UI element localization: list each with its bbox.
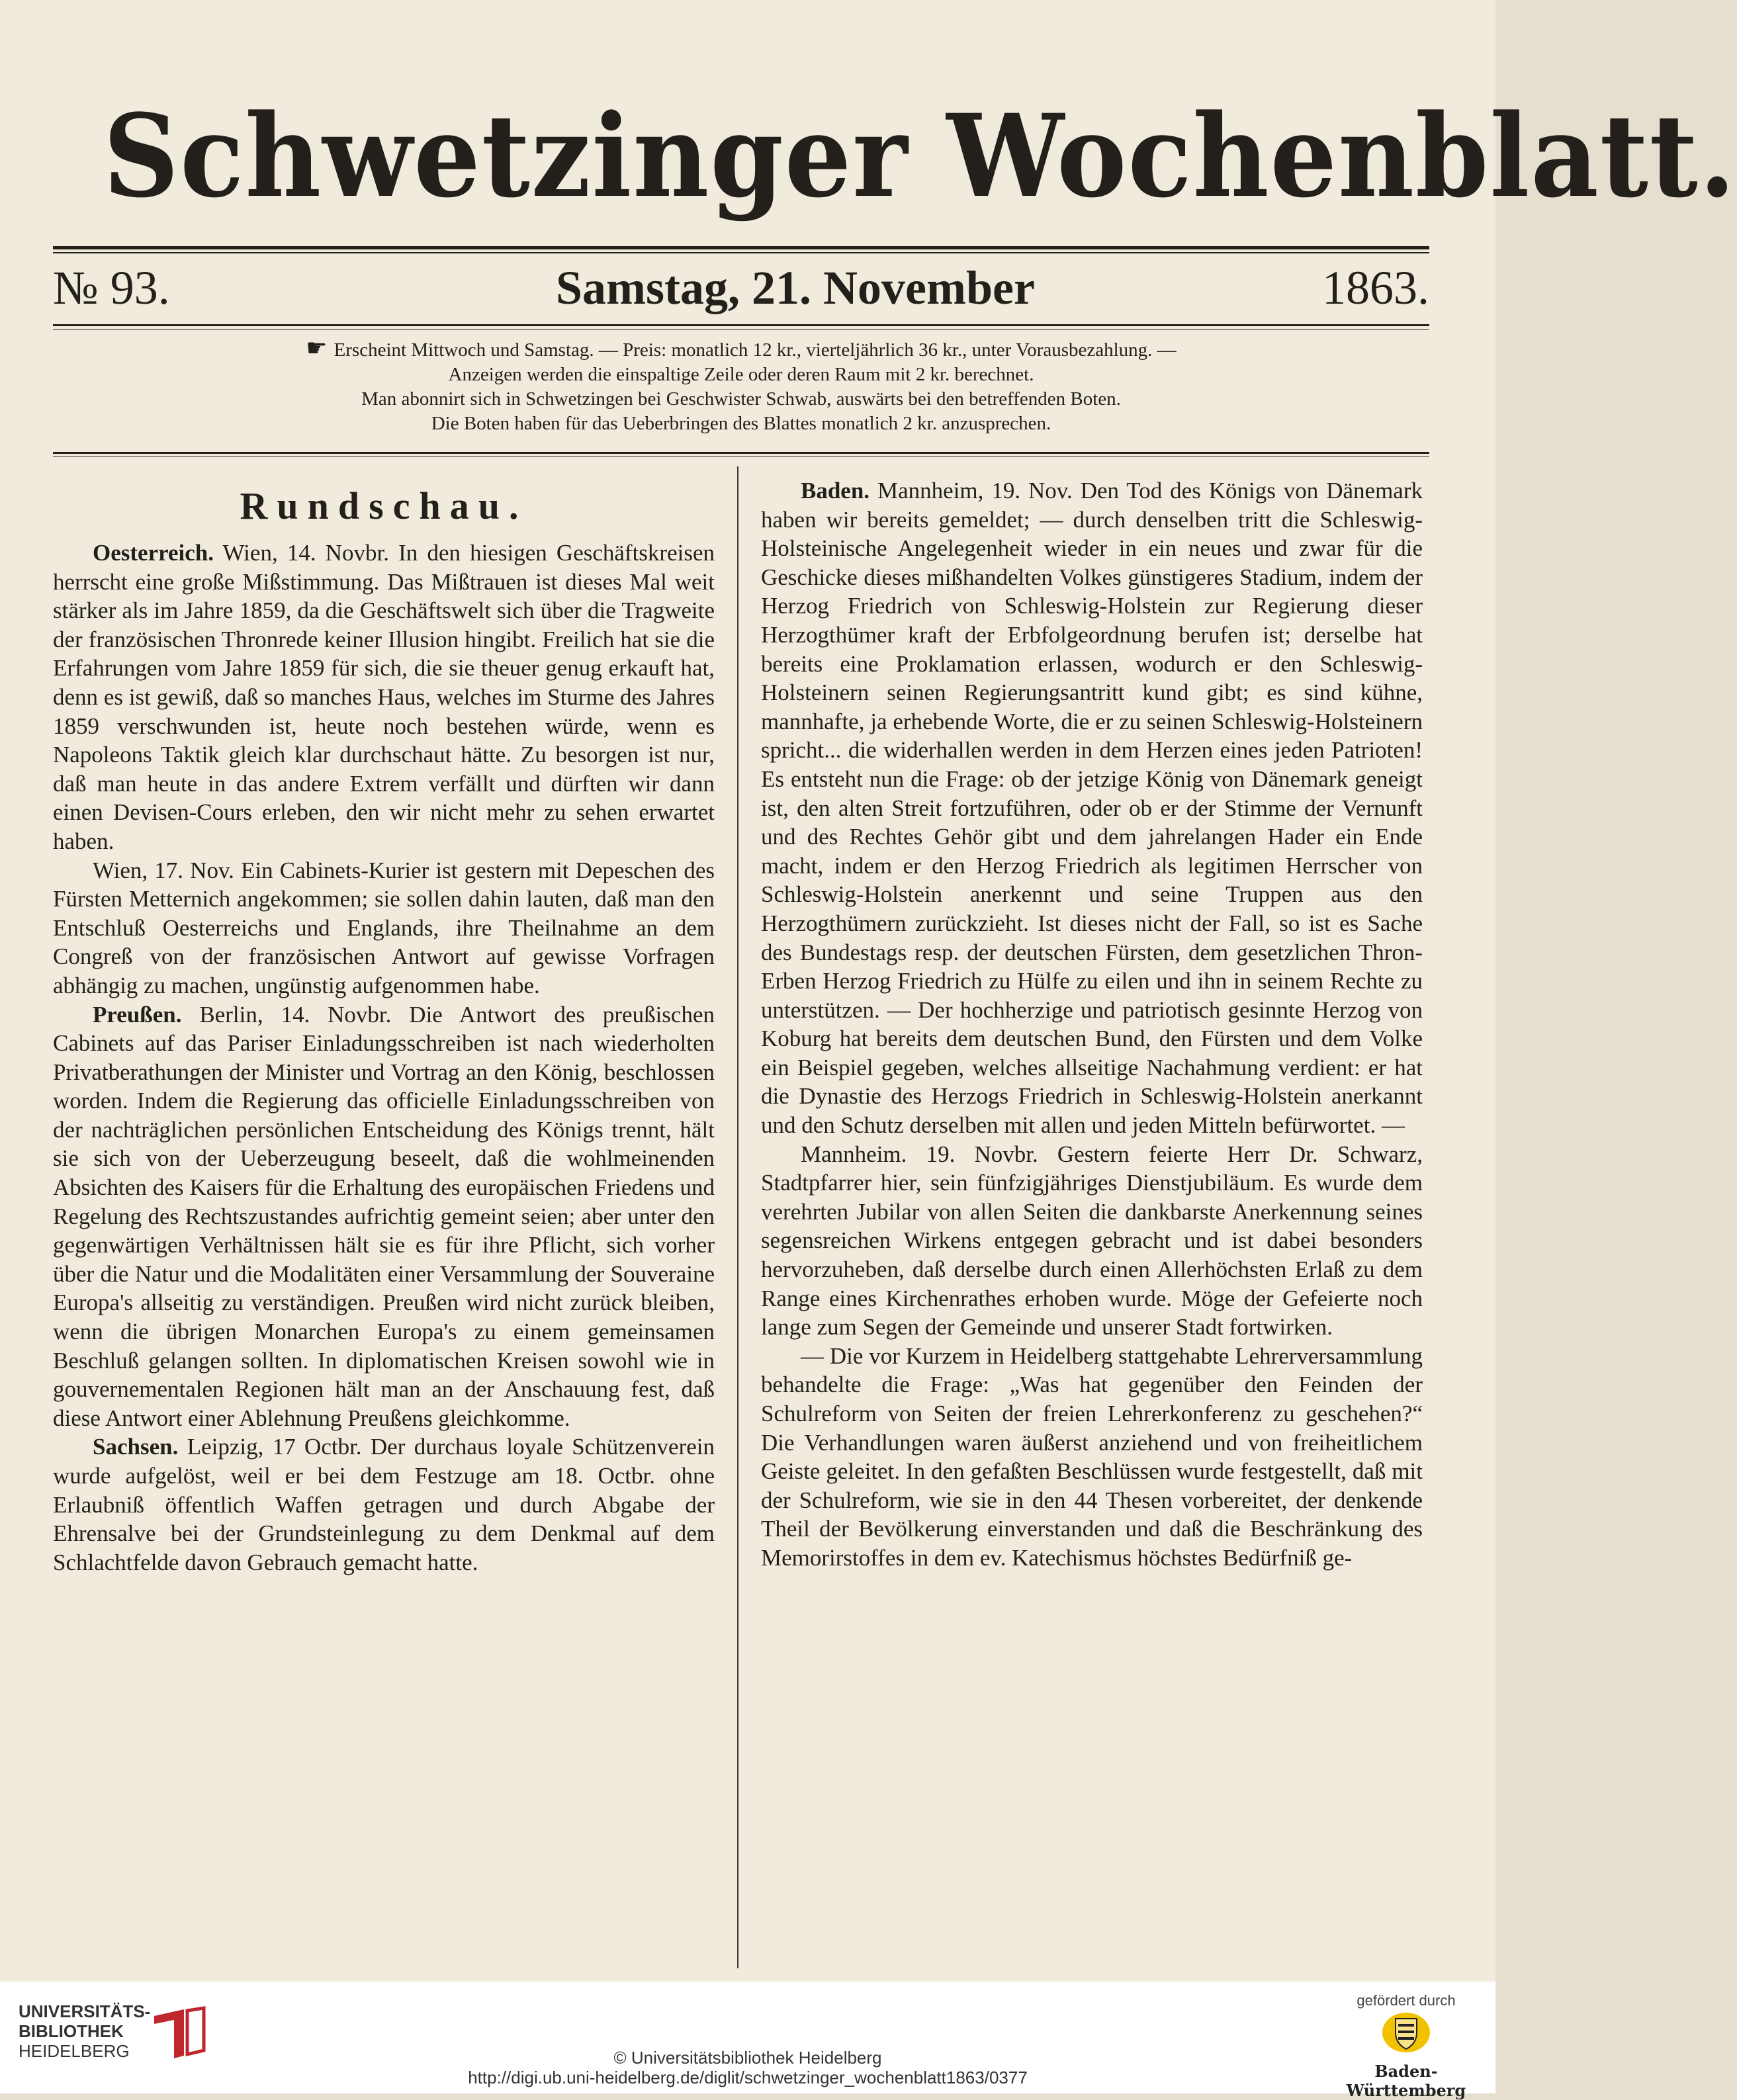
- article-wien: Wien, 17. Nov. Ein Cabinets-Kurier ist gestern mit Depeschen des Fürsten Metternich angekommen; sie sollen dahin lauten, daß man den Entschluß Oesterreichs und Englands, ihre Theilnahme an dem Congreß von der französischen Antwort auf gewisse Vorfragen abhängig zu machen, ungünstig aufgenommen habe.: [53, 857, 715, 998]
- sponsor-label: gefördert durch: [1357, 1992, 1456, 2009]
- dateline: [53, 261, 1429, 314]
- newspaper-title: Schwetzinger Wochenblatt.: [103, 89, 1737, 223]
- sponsor-name: Baden-Württemberg: [1346, 2062, 1466, 2100]
- section-title: Rundschau.: [240, 484, 528, 527]
- top-rule: [53, 246, 1429, 249]
- subscription-line-1: ☛ Erscheint Mittwoch und Samstag. — Preis: monatlich 12 kr., vierteljährlich 36 kr., unter Vorausbezahlung. —: [306, 335, 1177, 361]
- dateline-rule: [53, 324, 1429, 326]
- article-baden: Baden. Mannheim, 19. Nov. Den Tod des Königs von Dänemark haben wir bereits gemeldet; — durch denselben tritt die Schleswig-Holsteinische Angelegenheit wieder in ein neues und zwar für die Geschicke dieses mißhandelten Volkes günstigeres Stadium, indem der Herzog Friedrich von Schleswig-Holstein zur Regierung dieser Herzogthümer kraft der Erbfolgeordnung berufen ist; derselbe hat bereits eine Proklamation erlassen, wodurch er den Schleswig-Holsteinern seinen Regierungsantritt kund gibt; es sind kühne, mannhafte, ja erhebende Worte, die er zu seinen Schleswig-Holsteinern spricht... die widerhallen werden in dem Herzen eines jeden Patrioten! Es entsteht nun die Frage: ob der jetzige König von Dänemark geneigt ist, den alten Streit fortzuführen, oder ob er der Stimme der Vernunft und des Rechtes Gehör gibt und dem jahrelangen Hader ein Ende macht, indem er den Herzog Friedrich als legitimen Herrscher von Schleswig-Holstein anerkennt und seine Truppen aus den Herzogthümern zurückzieht. Ist dieses nicht der Fall, so ist es Sache des Bundestags resp. der deutschen Fürsten, dem gesetzlichen Thron-Erben Herzog Friedrich zu Hülfe zu eilen und ihn in seinem Rechte zu unterstützen. — Der hochherzige und patriotisch gesinnte Herzog von Koburg hat bereits dem deutschen Bund, den Fürsten und dem Volke ein Beispiel gegeben, welches allseitige Nachahmung verdient: er hat die Dynastie des Herzogs Friedrich in Schleswig-Holstein anerkannt und den Schutz derselben mit allen und jeden Mitteln befürwortet. —: [761, 478, 1423, 1139]
- issue-number: № 93.: [53, 261, 170, 314]
- left-column: [53, 483, 715, 1577]
- subscription-line-4: Die Boten haben für das Ueberbringen des Blattes monatlich 2 kr. anzusprechen.: [431, 413, 1051, 434]
- article-mannheim: Mannheim. 19. Novbr. Gestern feierte Herr Dr. Schwarz, Stadtpfarrer hier, sein fünfzigjähriges Dienstjubiläum. Es wurde dem verehrten Jubilar von allen Seiten die dankbarste Anerkennung seines segensreichen Wirkens entgegen gebracht und ist dabei besonders hervorzuheben, daß derselbe durch einen Allerhöchsten Erlaß zu dem Range eines Kirchenrathes erhoben wurde. Möge der Gefeierte noch lange zum Segen der Gemeinde und unserer Stadt fortwirken.: [761, 1141, 1423, 1340]
- issue-date: Samstag, 21. November: [556, 261, 1035, 314]
- subscription-line-3: Man abonnirt sich in Schwetzingen bei Geschwister Schwab, auswärts bei den betreffenden Boten.: [361, 388, 1121, 410]
- library-name-line-1: UNIVERSITÄTS-: [19, 2001, 151, 2021]
- header-bottom-rule: [53, 452, 1429, 454]
- column-divider: [737, 466, 738, 1968]
- article-sachsen: Sachsen. Leipzig, 17 Octbr. Der durchaus loyale Schützenverein wurde aufgelöst, weil er bei dem Festzuge am 18. Octbr. ohne Erlaubniß öffentlich Waffen getragen und durch Abgabe der Ehrensalve bei der Grundsteinlegung zu dem Denkmal auf dem Schlachtfelde davon Gebrauch gemacht hatte.: [53, 1434, 715, 1575]
- right-column: [761, 476, 1423, 1573]
- permalink-url[interactable]: http://digi.ub.uni-heidelberg.de/diglit/schwetzinger_wochenblatt1863/0377: [468, 2068, 1028, 2087]
- coat-of-arms-icon: [1380, 2009, 1433, 2056]
- article-preussen: Preußen. Berlin, 14. Novbr. Die Antwort des preußischen Cabinets auf das Pariser Einladungsschreiben ist nach wiederholten Privatberathungen der Minister und Vortrag an den König, beschlossen worden. Indem die Regierung das officielle Einladungsschreiben von der nachträglichen persönlichen Entscheidung des Königs trennt, hält sie sich von der Ueberzeugung beseelt, daß die wohlmeinenden Absichten des Kaisers für die Erhaltung des europäischen Friedens und Regelung des Rechtszustandes aufrichtig gemeint seien; aber unter den gegenwärtigen Verhältnissen hält sie es für ihre Pflicht, sich vorher über die Natur und die Modalitäten einer Versammlung der Souveraine Europa's allseitig zu verständigen. Preußen wird nicht zurück bleiben, wenn die übrigen Monarchen Europa's zu einem gemeinsamen Beschluß gelangen sollten. In diplomatischen Kreisen sowohl wie in gouvernementalen Regionen hält man an der Anschauung fest, daß diese Antwort einer Ablehnung Preußens gleichkomme.: [53, 1001, 715, 1431]
- subscription-line-2: Anzeigen werden die einspaltige Zeile oder deren Raum mit 2 kr. berechnet.: [448, 364, 1034, 385]
- library-name-line-3: HEIDELBERG: [19, 2041, 130, 2061]
- viewer-footer: [0, 1982, 1495, 2100]
- article-heidelberg: — Die vor Kurzem in Heidelberg stattgehabte Lehrerversammlung behandelte die Frage: „Was hat gegenüber den Feinden der Schulreform von Seiten der freien Lehrerkonferenz zu geschehen?“ Die Verhandlungen waren äußerst anziehend und von freiheitlichem Geiste geleitet. In den gefaßten Beschlüssen wurde festgestellt, daß mit der Schulreform, wie sie in den 44 Thesen vorbereitet, der denkende Theil der Bevölkerung einverstanden und daß die Beschränkung des Memorirstoffes in dem ev. Katechismus höchstes Bedürfniß ge-: [761, 1342, 1423, 1571]
- article-oesterreich: Oesterreich. Wien, 14. Novbr. In den hiesigen Geschäftskreisen herrscht eine große Mißstimmung. Das Mißtrauen ist dieses Mal weit stärker als im Jahre 1859, da die Geschäftswelt sich über die Tragweite der französischen Thronrede keiner Illusion hingibt. Freilich hat sie die Erfahrungen vom Jahre 1859 für sich, die sie theuer genug erkauft hat, denn es ist gewiß, daß so manches Haus, welches im Sturme des Jahres 1859 verschwunden ist, heute noch bestehen würde, wenn es Napoleons Taktik gleich klar durchschaut hätte. Zu besorgen ist nur, daß man heute in das andere Extrem verfällt und dürften wir dann einen Devisen-Cours erleben, den wir nicht mehr zu sehen erwartet haben.: [53, 540, 715, 854]
- copyright-notice: © Universitätsbibliothek Heidelberg: [613, 2048, 882, 2068]
- library-name-line-2: BIBLIOTHEK: [19, 2021, 124, 2041]
- sponsor-block: [1337, 1992, 1476, 2100]
- pointing-hand-icon: ☛: [306, 335, 328, 361]
- issue-year: 1863.: [1322, 261, 1429, 314]
- subscription-info: [53, 336, 1429, 436]
- top-rule-thin: [53, 252, 1429, 253]
